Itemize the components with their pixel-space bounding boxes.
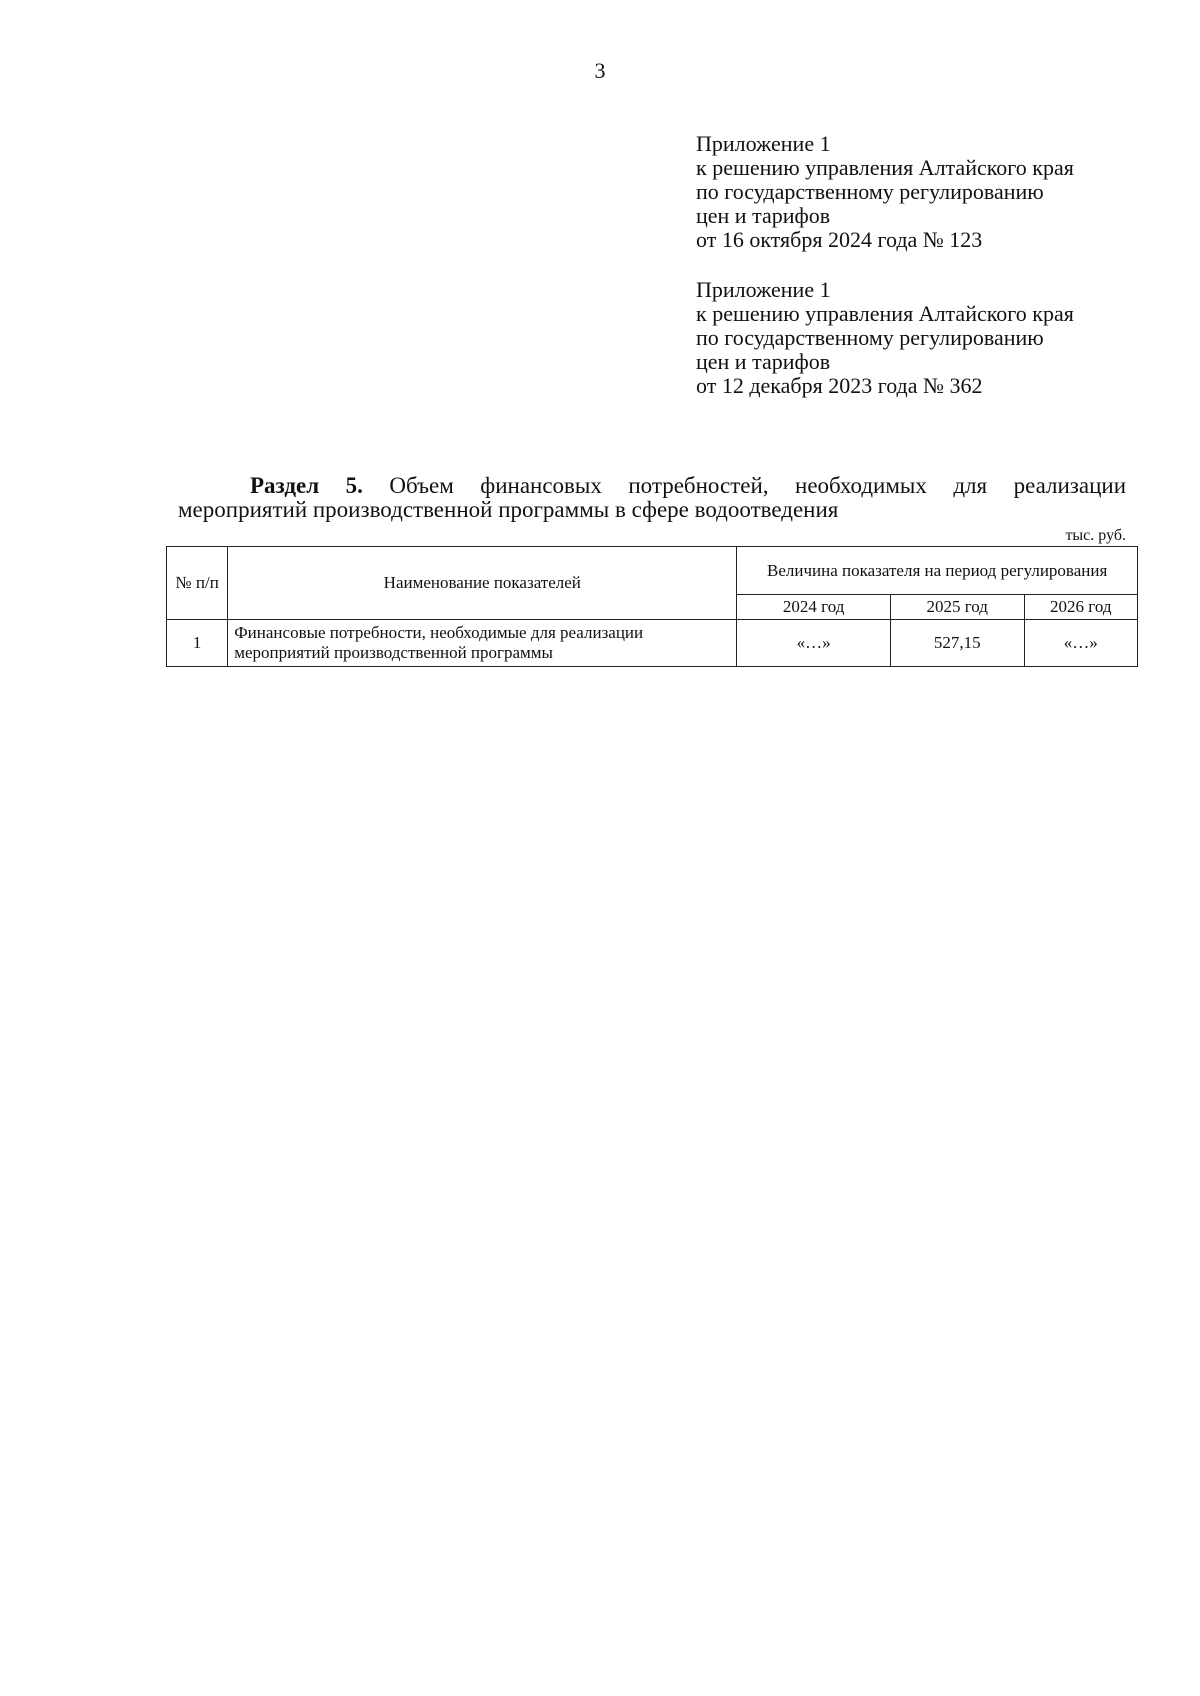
row-value-2026: «…» (1024, 620, 1137, 667)
header-num: № п/п (167, 547, 228, 620)
header-name: Наименование показателей (228, 547, 737, 620)
section-title-part2: мероприятий производственной программы в сфере водоотведения (178, 497, 839, 522)
annex-line: к решению управления Алтайского края (696, 155, 1074, 180)
row-value-2025: 527,15 (890, 620, 1024, 667)
row-value-2024: «…» (737, 620, 891, 667)
annex-line: по государственному регулированию (696, 325, 1044, 350)
annex-line: по государственному регулированию (696, 179, 1044, 204)
row-name: Финансовые потребности, необходимые для реализации мероприятий производственной программы (228, 620, 737, 667)
section-heading (178, 474, 1126, 522)
page-number: 3 (594, 58, 606, 83)
annex-line: от 12 декабря 2023 года № 362 (696, 373, 983, 398)
header-year: 2026 год (1024, 595, 1137, 620)
units-label: тыс. руб. (1065, 527, 1126, 544)
section-title-part1: Объем финансовых потребностей, необходимых для реализации (389, 473, 1127, 498)
annex-header-original (696, 278, 1166, 398)
annex-line: Приложение 1 (696, 131, 831, 156)
section-heading-line1 (178, 474, 1126, 498)
annex-line: от 16 октября 2024 года № 123 (696, 227, 983, 252)
annex-line: цен и тарифов (696, 203, 831, 228)
financial-needs-table (166, 546, 1138, 667)
row-num: 1 (167, 620, 228, 667)
annex-line: цен и тарифов (696, 349, 831, 374)
section-label: Раздел 5. (250, 473, 363, 498)
table-header-row (167, 547, 1138, 595)
annex-header-current (696, 132, 1166, 252)
annex-line: Приложение 1 (696, 277, 831, 302)
table-row (167, 620, 1138, 667)
header-period: Величина показателя на период регулирования (737, 547, 1138, 595)
header-year: 2025 год (890, 595, 1024, 620)
annex-line: к решению управления Алтайского края (696, 301, 1074, 326)
header-year: 2024 год (737, 595, 891, 620)
